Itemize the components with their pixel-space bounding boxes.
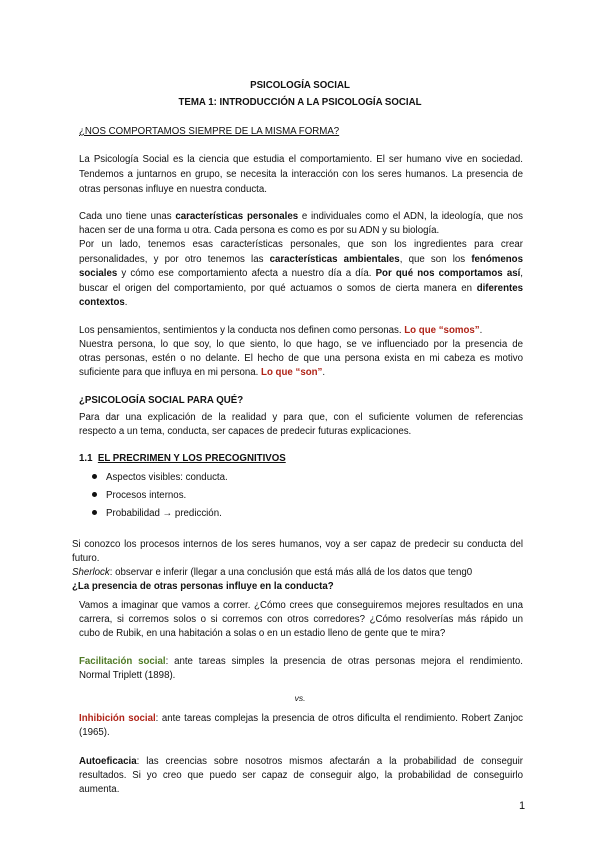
section1-p2-line4: personalidades, y por otro tenemos las características ambientales, que son los fenómenos <box>79 254 523 265</box>
section3-p1-line2: futuro. <box>72 553 100 564</box>
section1-p1-line3: otras personas influye en nuestra conducta. <box>79 184 267 195</box>
section1-p2-line1: Cada uno tiene unas características personales e individuales como el ADN, la ideología, que nos <box>79 211 523 222</box>
bullet-icon <box>92 474 97 479</box>
page-number: 1 <box>519 800 526 812</box>
inhibicion-line2: (1965). <box>79 727 110 738</box>
section3-heading: 1.1 EL PRECRIMEN Y LOS PRECOGNITIVOS <box>79 453 286 464</box>
section1-p3-line3: otras personas, estén o no delante. El hecho de que una persona exista en mi cabeza es motivo <box>79 353 523 364</box>
section1-p3-line2: Nuestra persona, lo que soy, lo que siento, lo que hago, se ve influenciado por la presencia de <box>79 339 523 350</box>
section1-heading: ¿NOS COMPORTAMOS SIEMPRE DE LA MISMA FORMA? <box>79 126 340 137</box>
bullet-icon <box>92 510 97 515</box>
section2-line2: respecto a un tema, conducta, ser capaces de predecir futuras explicaciones. <box>79 426 412 437</box>
section1-p2-line6: buscar el origen del comportamiento, por qué actuamos o somos de cierta manera en diferentes <box>79 283 523 294</box>
page-subtitle: TEMA 1: INTRODUCCIÓN A LA PSICOLOGÍA SOCIAL <box>178 97 422 108</box>
section1-p1-line2: Tendemos a juntarnos en grupo, se necesita la interacción con los seres humanos. La presencia de <box>79 169 523 180</box>
section1-p2-line3: Por un lado, tenemos esas características personales, que son los ingredientes para crear <box>79 239 523 250</box>
sherlock-line: Sherlock: observar e inferir (llegar a una conclusión que está más allá de los datos que teng0 <box>72 567 473 578</box>
section1-p3-line4: suficiente para que influya en mi persona. Lo que “son”. <box>79 367 326 378</box>
section1-p2-line2: hacen ser de una forma u otra. Cada persona es como es por su ADN y su biología. <box>79 225 440 236</box>
autoeficacia-line2: resultados. Si yo creo que puedo ser capaz de conseguir algo, la probabilidad de conseguirlo <box>79 770 523 781</box>
section1-p1-line1: La Psicología Social es la ciencia que estudia el comportamiento. El ser humano vive en sociedad. <box>79 154 523 165</box>
list-item: Probabilidad → predicción. <box>92 508 222 520</box>
section3-p1-line1: Si conozco los procesos internos de los seres humanos, voy a ser capaz de predecir su conducta del <box>72 539 523 550</box>
facilitacion-line2: Normal Triplett (1898). <box>79 670 176 681</box>
section3-p2-line2: carrera, si corremos solos o si corremos con otros corredores? ¿Cómo resolverías más rápido un <box>79 614 523 625</box>
page-title: PSICOLOGÍA SOCIAL <box>250 80 350 91</box>
versus-label: vs. <box>294 693 306 703</box>
section3-question: ¿La presencia de otras personas influye en la conducta? <box>72 581 334 592</box>
section1-p2-line5: sociales y cómo ese comportamiento afecta a nuestro día a día. Por qué nos comportamos así, <box>79 268 523 279</box>
section1-p2-line7: contextos. <box>79 297 128 308</box>
section1-p3-line1: Los pensamientos, sentimientos y la conducta nos definen como personas. Lo que “somos”. <box>79 325 483 336</box>
inhibicion-line1: Inhibición social: ante tareas complejas la presencia de otros dificulta el rendimiento. Robert Zanjoc <box>79 713 523 724</box>
autoeficacia-line3: aumenta. <box>79 784 120 795</box>
facilitacion-line1: Facilitación social: ante tareas simples la presencia de otras personas mejora el rendimiento. <box>79 656 523 667</box>
list-item: Procesos internos. <box>92 490 186 502</box>
section3-p2-line1: Vamos a imaginar que vamos a correr. ¿Cómo crees que conseguiremos mejores resultados en una <box>79 600 523 611</box>
list-item: Aspectos visibles: conducta. <box>92 472 228 484</box>
autoeficacia-line1: Autoeficacia: las creencias sobre nosotros mismos afectarán a la probabilidad de conseguir <box>79 756 523 767</box>
section2-heading: ¿PSICOLOGÍA SOCIAL PARA QUÉ? <box>79 395 244 406</box>
section3-p2-line3: cubo de Rubik, en una habitación a solas o en un estadio lleno de gente que te mira? <box>79 628 446 639</box>
section2-line1: Para dar una explicación de la realidad y para que, con el suficiente volumen de referencias <box>79 412 523 423</box>
bullet-icon <box>92 492 97 497</box>
